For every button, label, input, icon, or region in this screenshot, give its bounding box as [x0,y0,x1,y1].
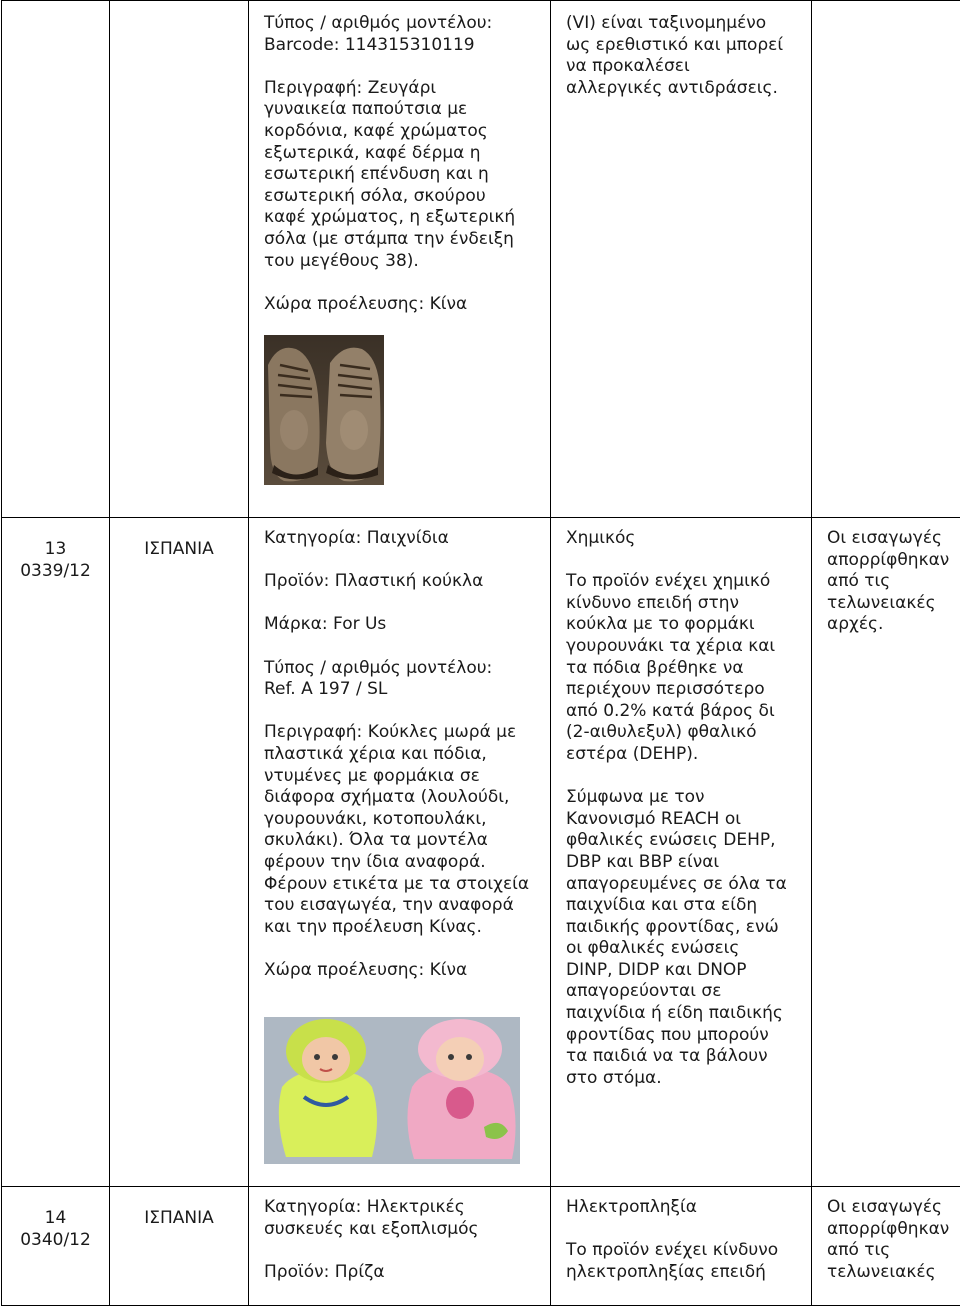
notification-code: 0340/12 [2,1230,109,1252]
product-description: Περιγραφή: Κούκλες μωρά με πλαστικά χέρια και πόδια, ντυμένες με φορμάκια σε διάφορα σχήματα (λουλούδι, γουρουνάκι, κοτοπουλάκι, σκυλάκι). Όλα τα μοντέλα φέρουν την ίδια αναφορά. Φέρουν ετικέτα με τα στοιχεία του εισαγωγέα, την αναφορά και την προέλευση Κίνας. [264,722,550,938]
notifications-table [1,0,960,1306]
model-value: Barcode: 114315310119 [264,35,550,57]
risk-type: Χημικός [566,528,811,550]
shoes-photo [264,335,384,485]
risk-cell [551,518,812,1187]
product-cell [249,1,551,518]
country-cell [110,1187,249,1306]
table-row [2,518,960,1187]
notifying-country: ΙΣΠΑΝΙΑ [110,539,248,561]
model-label: Τύπος / αριθμός μοντέλου: [264,13,550,35]
country-cell [110,518,249,1187]
model-value: Ref. A 197 / SL [264,679,550,701]
regulation-note: Σύμφωνα με τον Κανονισμό REACH οι φθαλικές ενώσεις DEHP, DBP και BBP είναι απαγορευμένες σε όλα τα παιχνίδια και στα είδη παιδικής φροντίδας, ενώ οι φθαλικές ενώσεις DINP, DIDP και DNOP απαγορεύονται σε παιχνίδια ή είδη παιδικής φροντίδας που μπορούν τα παιδιά να τα βάλουν στο στόμα. [566,787,811,1089]
risk-cell: (VI) είναι ταξινομημένο ως ερεθιστικό και μπορεί να προκαλέσει αλλεργικές αντιδράσεις. [551,1,812,518]
product-category: Κατηγορία: Ηλεκτρικές συσκευές και εξοπλισμός [264,1197,550,1240]
product-cell [249,518,551,1187]
notification-number: 14 [2,1208,109,1230]
measures-cell: Οι εισαγωγές απορρίφθηκαν από τις τελωνειακές αρχές. [812,518,960,1187]
number-cell [2,518,110,1187]
table-row [2,1187,960,1306]
product-name: Προϊόν: Πρίζα [264,1262,550,1284]
risk-description: Το προϊόν ενέχει κίνδυνο ηλεκτροπληξίας επειδή [566,1240,811,1283]
product-brand: Μάρκα: For Us [264,614,550,636]
number-cell [2,1,110,518]
product-description: Περιγραφή: Ζευγάρι γυναικεία παπούτσια με κορδόνια, καφέ χρώματος εξωτερικά, καφέ δέρμα η εσωτερική επένδυση και η εσωτερική σόλα, σκούρου καφέ χρώματος, η εξωτερική σόλα (με στάμπα την ένδειξη του μεγέθους 38). [264,78,550,272]
model-label: Τύπος / αριθμός μοντέλου: [264,658,550,680]
notification-number: 13 [2,539,109,561]
country-of-origin: Χώρα προέλευσης: Κίνα [264,294,550,316]
product-category: Κατηγορία: Παιχνίδια [264,528,550,550]
dolls-photo [264,1017,520,1164]
measures-cell: Οι εισαγωγές απορρίφθηκαν από τις τελωνειακές [812,1187,960,1306]
table-row [2,1,960,518]
country-of-origin: Χώρα προέλευσης: Κίνα [264,960,550,982]
country-cell [110,1,249,518]
notification-code: 0339/12 [2,561,109,583]
risk-type: Ηλεκτροπληξία [566,1197,811,1219]
product-cell [249,1187,551,1306]
number-cell [2,1187,110,1306]
product-name: Προϊόν: Πλαστική κούκλα [264,571,550,593]
risk-cell [551,1187,812,1306]
measures-cell [812,1,960,518]
notifying-country: ΙΣΠΑΝΙΑ [110,1208,248,1230]
risk-description: Το προϊόν ενέχει χημικό κίνδυνο επειδή στην κούκλα με το φορμάκι γουρουνάκι τα χέρια και τα πόδια βρέθηκε να περιέχουν περισσότερο από 0.2% κατά βάρος δι (2-αιθυλεξυλ) φθαλικό εστέρα (DEHP). [566,571,811,765]
